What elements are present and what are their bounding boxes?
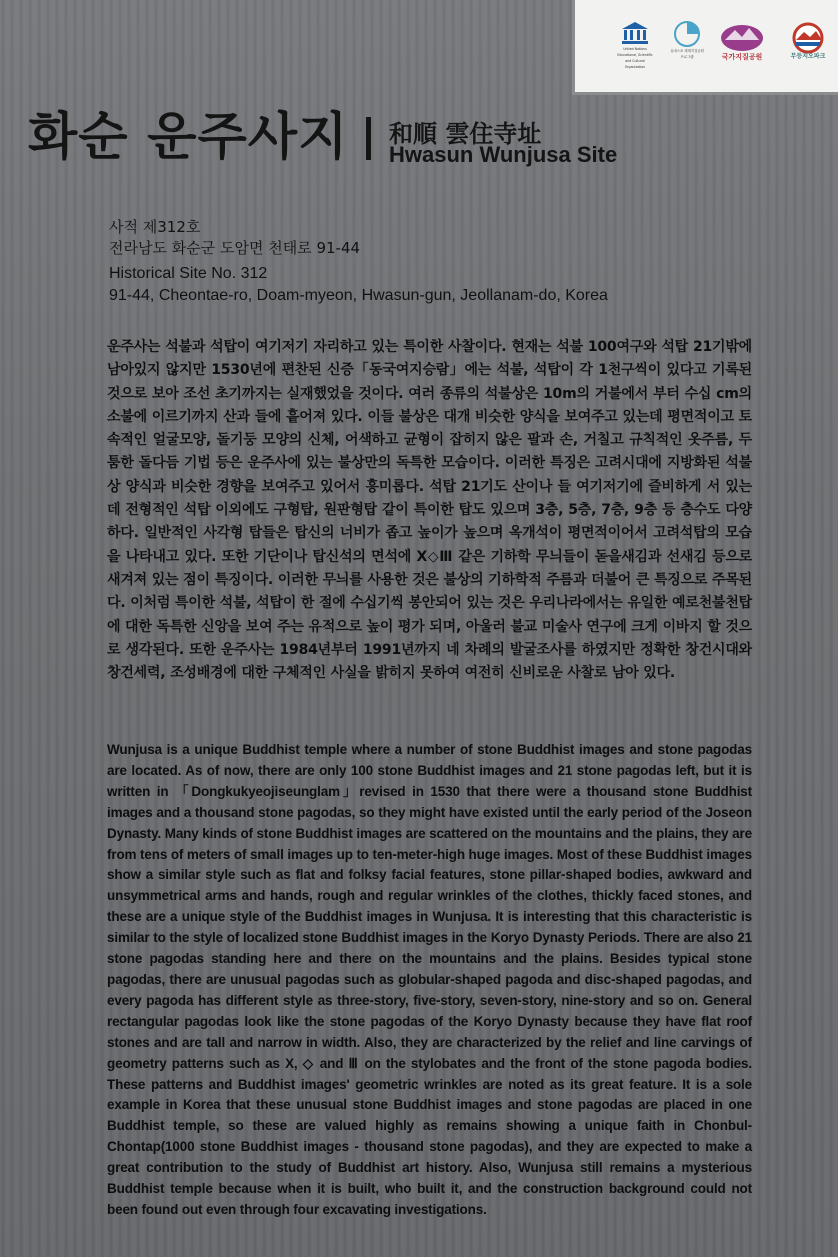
mountain-emblem-icon bbox=[788, 22, 828, 54]
logo-panel bbox=[572, 0, 838, 95]
title-hanja: 和順 雲住寺址 bbox=[389, 120, 542, 148]
address-english: 91-44, Cheontae-ro, Doam-myeon, Hwasun-gun, Jeollanam-do, Korea bbox=[109, 287, 608, 304]
geopark-program-logo bbox=[670, 20, 704, 60]
designation-korean: 사적 제312호 bbox=[109, 218, 201, 236]
title-korean: 화순 운주사지 bbox=[28, 108, 349, 167]
address-korean: 전라남도 화순군 도암면 천태로 91-44 bbox=[109, 239, 361, 257]
mudeungsan-caption: 무등지오파크 bbox=[790, 53, 826, 60]
national-geopark-logo bbox=[713, 22, 771, 60]
mudeungsan-logo bbox=[782, 22, 834, 60]
national-geopark-caption: 국가지질공원 bbox=[721, 53, 763, 61]
unesco-caption: United Nations Educational, Scientific and Cultural Organization bbox=[617, 47, 653, 69]
unesco-logo bbox=[615, 20, 655, 70]
temple-icon bbox=[620, 20, 650, 46]
geopark-emblem-icon bbox=[719, 22, 765, 54]
circle-emblem-icon bbox=[673, 20, 701, 48]
designation-english: Historical Site No. 312 bbox=[109, 265, 268, 282]
title-divider bbox=[366, 117, 371, 160]
description-english: Wunjusa is a unique Buddhist temple where a number of stone Buddhist images and stone pagodas are located. As of now, there are only 100 stone Buddhist images and 21 stone pagodas left, but it is written in 「Dongkukyeojiseunglam」revised in 1530 that there were a thousand stone Buddhist images and a thousand stone pagodas, so they might have existed until the early period of the Joseon Dynasty. Many kinds of stone Buddhist images are scattered on the mountains and the plains, they are from tens of meters of small images up to ten-meter-high huge images. Most of these Buddhist images show a similar style such as flat and folksy facial features, stone pillar-shaped bodies, awkward and unsymmetrical arms and hands, rough and regular wrinkles of the clothes, thickly faced stones, and these are a unique style of the Buddhist images in Wunjusa. It is interesting that this characteristic is similar to the style of localized stone Buddhist images in the Koryo Dynasty Periods. There are also 21 stone pagodas standing here and there on the mountains and the plains. Besides typical stone pagodas, there are unusual pagodas such as globular-shaped pagoda and disc-shaped pagodas, and every pagoda has different style as three-story, five-story, seven-story, nine-story and so on. General rectangular pagodas look like the stone pagodas of the Koryo Dynasty because they have flat roof stones and are tall and narrow in width. Also, they are characterized by the relief and line carvings of geometry patterns such as X, ◇ and Ⅲ on the stylobates and the front of the stone pagoda bodies. These patterns and Buddhist images' geometric wrinkles are noted as its great feature. It is a sole example in Korea that these unusual stone Buddhist images and stone pagodas are placed in one Buddhist temple, so these are valued highly as remains showing a unique faith in Chonbul-Chontap(1000 stone Buddhist images - thousand stone pagodas), and they are expected to make a great contribution to the study of Buddhist art history. Also, Wunjusa still remains a mysterious Buddhist temple because when it is built, who built it, and the construction background could not been found out even through four excavating investigations. bbox=[107, 742, 752, 1217]
description-korean: 운주사는 석불과 석탑이 여기저기 자리하고 있는 특이한 사찰이다. 현재는 석불 100여구와 석탑 21기밖에 남아있지 않지만 1530년에 편찬된 신증「동국여지승람」에는 석불, 석탑이 각 1천구씩이 있다고 기록된 것으로 보아 조선 초기까지는 실재했었을 것이다. 여러 종류의 석불상은 10m의 거불에서 부터 수십 cm의 소불에 이르기까지 산과 들에 흩어져 있다. 이들 불상은 대개 비슷한 양식을 보여주고 있는데 평면적이고 토속적인 얼굴모양, 돌기둥 모양의 신체, 어색하고 균형이 잡히지 않은 팔과 손, 거칠고 규칙적인 옷주름, 두툼한 돌다듬 기법 등은 운주사에 있는 불상만의 독특한 모습이다. 이러한 특징은 고려시대에 지방화된 석불상 양식과 비슷한 경향을 보여주고 있어서 흥미롭다. 석탑 21기도 산이나 들 여기저기에 즐비하게 서 있는데 전형적인 석탑 이외에도 구형탑, 원판형탑 같이 특이한 탑도 있으며 3층, 5층, 7층, 9층 등 층수도 다양하다. 일반적인 사각형 탑들은 탑신의 너비가 좁고 높이가 높으며 옥개석이 평면적이어서 고려석탑의 모습을 나타내고 있다. 또한 기단이나 탑신석의 면석에 X◇Ⅲ 같은 기하학 무늬들이 돋을새김과 선새김 등으로 새겨져 있는 점이 특징이다. 이러한 무늬를 사용한 것은 불상의 기하학적 주름과 더불어 큰 특징으로 주목된다. 이처럼 특이한 석불, 석탑이 한 절에 수십기씩 봉안되어 있는 것은 우리나라에서는 유일한 예로천불천탑에 대한 독특한 신앙을 보여 주는 유적으로 높이 평가 되며, 아울러 불교 미술사 연구에 크게 이바지 할 것으로 생각된다. 또한 운주사는 1984년부터 1991년까지 네 차례의 발굴조사를 하였지만 정확한 창건시대와 창건세력, 조성배경에 대한 구체적인 사실을 밝히지 못하여 여전히 신비로운 사찰로 남아 있다. bbox=[107, 339, 752, 682]
title-english: Hwasun Wunjusa Site bbox=[389, 142, 618, 167]
geopark-program-caption: 유네스코 세계지질공원 프로그램 bbox=[670, 49, 704, 59]
